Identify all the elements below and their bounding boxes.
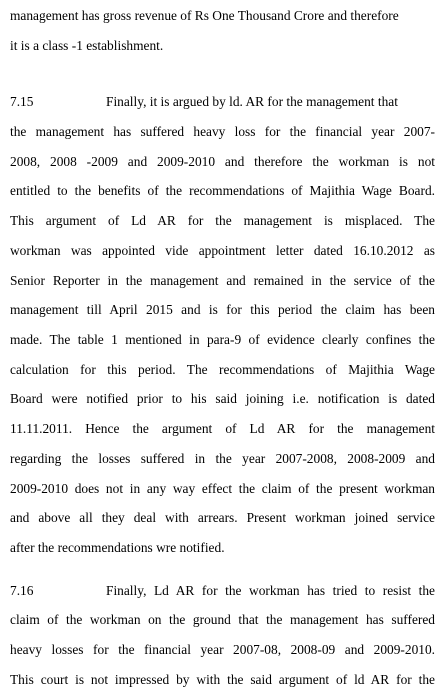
text-line: claim of the workman on the ground that the management has suffered: [10, 612, 435, 627]
text-line: workman was appointed vide appointment letter dated 16.10.2012 as: [10, 243, 435, 258]
text-line: management has gross revenue of Rs One Thousand Crore and therefore: [10, 8, 399, 23]
paragraph-7-16-first-line: [10, 578, 435, 603]
text-line: the management has suffered heavy loss for the financial year 2007-: [10, 124, 435, 139]
text-line: after the recommendations wre notified.: [10, 540, 225, 555]
text-line: Finally, Ld AR for the workman has tried to resist the: [106, 583, 435, 598]
text-line: 11.11.2011. Hence the argument of Ld AR for the management: [10, 421, 435, 436]
text-line: it is a class -1 establishment.: [10, 38, 164, 53]
text-line: Finally, it is argued by ld. AR for the management that: [106, 94, 398, 109]
text-line: Senior Reporter in the management and remained in the service of the: [10, 273, 435, 288]
text-line: Board were notified prior to his said joining i.e. notification is dated: [10, 391, 435, 406]
text-line: 2008, 2008 -2009 and 2009-2010 and therefore the workman is not: [10, 154, 435, 169]
text-line: entitled to the benefits of the recommendations of Majithia Wage Board.: [10, 183, 435, 198]
text-line: made. The table 1 mentioned in para-9 of evidence clearly confines the: [10, 332, 435, 347]
text-line: management till April 2015 and is for this period the claim has been: [10, 302, 435, 317]
text-line: This argument of Ld AR for the management is misplaced. The: [10, 213, 435, 228]
text-line: calculation for this period. The recommendations of Majithia Wage: [10, 362, 435, 377]
text-line: and above all they deal with arrears. Present workman joined service: [10, 510, 435, 525]
paragraph-number: 7.15: [10, 94, 34, 109]
text-line: 2009-2010 does not in any way effect the claim of the present workman: [10, 481, 435, 496]
text-line: This court is not impressed by with the said argument of ld AR for the: [10, 672, 435, 687]
text-line: regarding the losses suffered in the year 2007-2008, 2008-2009 and: [10, 451, 435, 466]
paragraph-number: 7.16: [10, 583, 34, 598]
paragraph-7-15-first-line: [10, 89, 435, 114]
text-line: heavy losses for the financial year 2007-08, 2008-09 and 2009-2010.: [10, 642, 435, 657]
